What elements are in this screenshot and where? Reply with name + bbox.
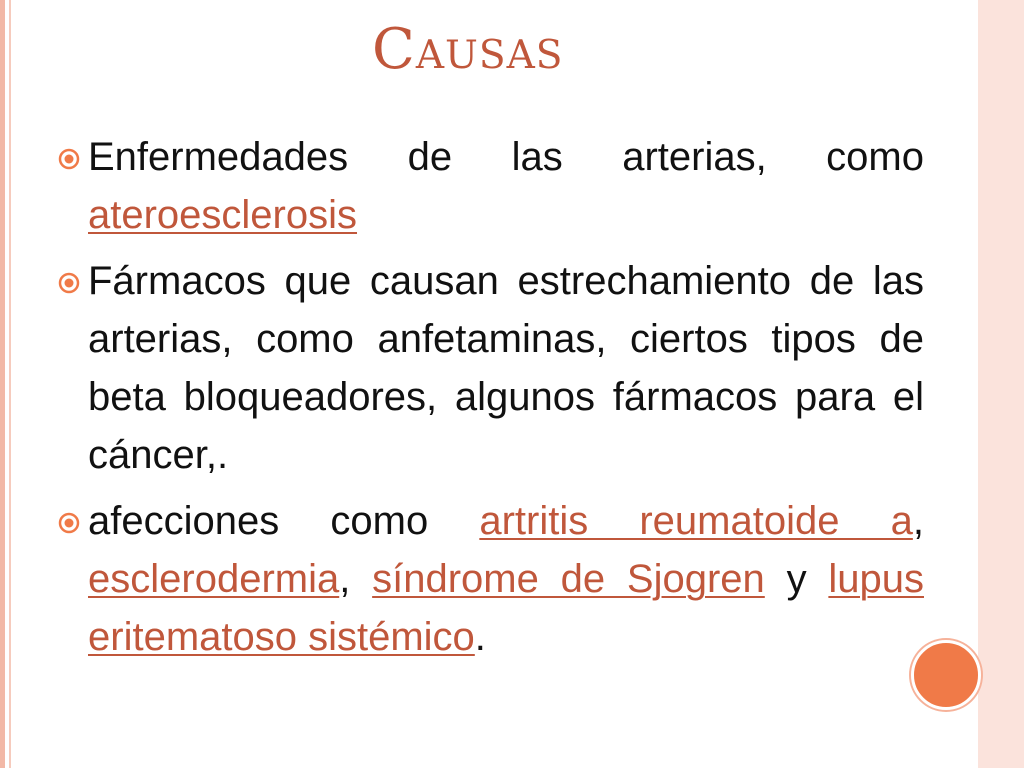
bullet-text: , <box>912 499 924 543</box>
right-stripe-band <box>978 0 1024 768</box>
link-artritis-reumatoide[interactable]: artritis reumatoide a <box>479 499 913 543</box>
link-esclerodermia[interactable]: esclerodermia <box>88 557 340 601</box>
slide-title: Causas <box>372 17 564 82</box>
bullet-circle-icon <box>58 512 80 534</box>
bullet-list <box>58 128 924 674</box>
left-edge-line <box>0 0 5 768</box>
bullet-text: y <box>764 557 829 601</box>
link-lupus[interactable]: lupus eritematoso sistémico <box>88 557 924 659</box>
bullet-text: Enfermedades de las arterias, como <box>88 135 924 179</box>
link-ateroesclerosis[interactable]: ateroesclerosis <box>88 193 358 237</box>
bullet-text: afecciones como <box>88 499 480 543</box>
bullet-item <box>58 128 924 244</box>
bullet-text: . <box>474 615 486 659</box>
link-sindrome-sjogren[interactable]: síndrome de Sjogren <box>372 557 765 601</box>
left-edge-line-thin <box>9 0 11 768</box>
bullet-circle-icon <box>58 148 80 170</box>
bullet-text: Fármacos que causan estrechamiento de las arterias, como anfetaminas, ciertos tipos de beta bloqueadores, algunos fármacos para el cáncer,. <box>88 259 924 477</box>
bullet-item <box>58 252 924 484</box>
bullet-text: , <box>339 557 373 601</box>
bullet-item <box>58 492 924 666</box>
bullet-circle-icon <box>58 272 80 294</box>
